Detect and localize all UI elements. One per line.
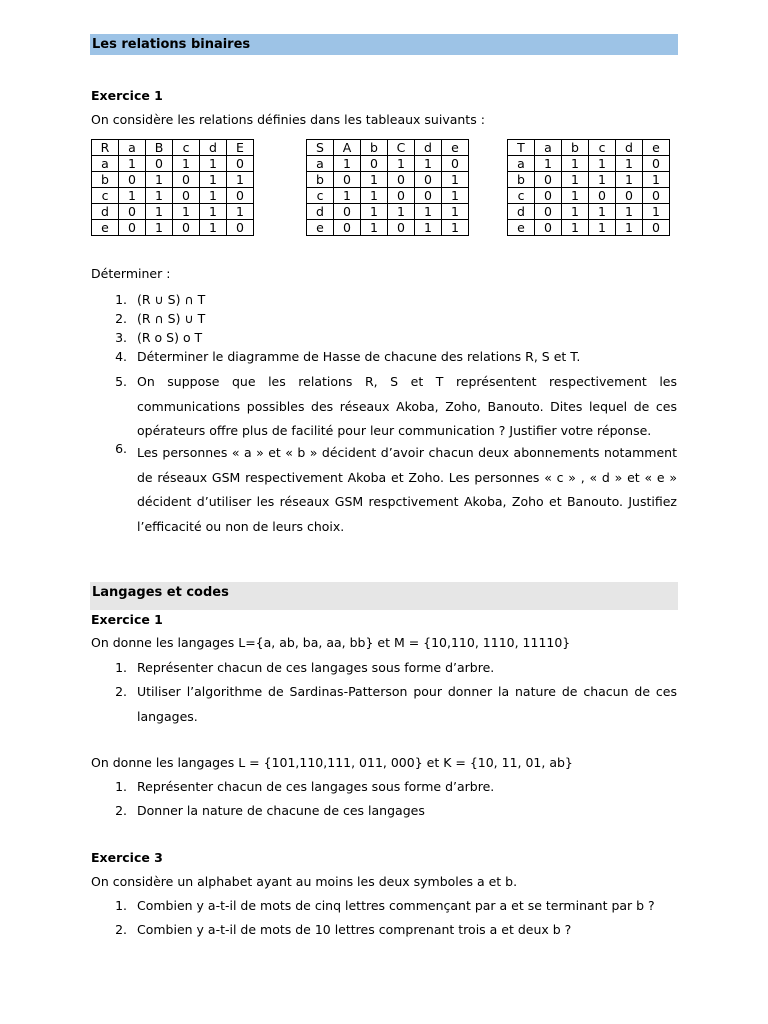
table-cell: 0 [146, 156, 173, 172]
table-cell: 0 [227, 188, 254, 204]
table-cell: 0 [334, 220, 361, 236]
table-cell: 1 [361, 172, 388, 188]
table-cell: 0 [589, 188, 616, 204]
table-cell: 1 [200, 156, 227, 172]
table-cell: 0 [643, 220, 670, 236]
table-cell: 0 [119, 172, 146, 188]
table-row [92, 156, 254, 172]
table-cell: 1 [415, 204, 442, 220]
table-cell: 1 [415, 156, 442, 172]
relation-table-t [507, 139, 670, 236]
table-cell: a [307, 156, 334, 172]
table-cell: 1 [589, 204, 616, 220]
table-cell: c [307, 188, 334, 204]
table-cell: 0 [119, 220, 146, 236]
table-cell: 1 [616, 220, 643, 236]
table-cell: 1 [562, 172, 589, 188]
table-cell: d [508, 204, 535, 220]
table-row [508, 204, 670, 220]
table-cell: 1 [562, 188, 589, 204]
table-row [508, 172, 670, 188]
table-cell: 0 [361, 156, 388, 172]
table-cell: c [508, 188, 535, 204]
table-header-cell: d [415, 140, 442, 156]
table-cell: 0 [173, 220, 200, 236]
table-header-cell: A [334, 140, 361, 156]
table-row [307, 156, 469, 172]
relation-table-r [91, 139, 254, 236]
table-cell: 1 [146, 220, 173, 236]
table-header-cell: c [173, 140, 200, 156]
table-cell: e [92, 220, 119, 236]
table-cell: 0 [173, 172, 200, 188]
exercise-1b-heading: Exercice 1 [91, 612, 163, 627]
table-row [307, 188, 469, 204]
table-cell: 0 [119, 204, 146, 220]
table-cell: 1 [616, 204, 643, 220]
table-header-cell: e [643, 140, 670, 156]
section-title-langages: Langages et codes [90, 582, 678, 610]
table-cell: 1 [200, 172, 227, 188]
table-cell: 0 [173, 188, 200, 204]
table-cell: 0 [334, 172, 361, 188]
table-cell: 1 [442, 188, 469, 204]
table-header-cell: d [200, 140, 227, 156]
table-header-cell: a [535, 140, 562, 156]
table-cell: 1 [562, 204, 589, 220]
table-cell: 1 [146, 172, 173, 188]
table-cell: 1 [119, 188, 146, 204]
table-header-cell: R [92, 140, 119, 156]
table-cell: 1 [562, 156, 589, 172]
table-cell: b [307, 172, 334, 188]
table-cell: d [307, 204, 334, 220]
table-cell: 1 [589, 220, 616, 236]
table-cell: 1 [146, 188, 173, 204]
table-cell: 1 [119, 156, 146, 172]
language-intro-2: On donne les langages L = {101,110,111, 011, 000} et K = {10, 11, 01, ab} [91, 755, 573, 770]
exercise-1-intro: On considère les relations définies dans les tableaux suivants : [91, 112, 485, 127]
table-row [307, 204, 469, 220]
table-cell: 0 [415, 188, 442, 204]
table-cell: 1 [173, 204, 200, 220]
table-header-cell: E [227, 140, 254, 156]
table-cell: 0 [535, 220, 562, 236]
table-cell: a [92, 156, 119, 172]
table-row [508, 188, 670, 204]
list-item-5-text: On suppose que les relations R, S et T représentent respectivement les communications possibles des réseaux Akoba, Zoho, Banouto. Dites lequel de ces opérateurs offre plus de facilité pour leur communication ? Justifier votre réponse. [137, 374, 677, 438]
table-header-row [307, 140, 469, 156]
table-cell: b [92, 172, 119, 188]
exercise-3-intro: On considère un alphabet ayant au moins les deux symboles a et b. [91, 874, 518, 889]
table-cell: 1 [643, 204, 670, 220]
table-cell: 1 [388, 156, 415, 172]
table-header-cell: a [119, 140, 146, 156]
table-header-cell: C [388, 140, 415, 156]
table-cell: c [92, 188, 119, 204]
table-cell: 0 [227, 220, 254, 236]
table-cell: 1 [415, 220, 442, 236]
section-title-relations: Les relations binaires [90, 34, 678, 55]
table-row [508, 220, 670, 236]
table-cell: 0 [616, 188, 643, 204]
table-cell: e [307, 220, 334, 236]
table-cell: 0 [388, 172, 415, 188]
table-cell: 1 [616, 172, 643, 188]
table-cell: a [508, 156, 535, 172]
table-header-row [508, 140, 670, 156]
table-cell: 1 [361, 220, 388, 236]
table-cell: 0 [415, 172, 442, 188]
table-cell: 0 [535, 188, 562, 204]
table-row [92, 204, 254, 220]
table-row [92, 188, 254, 204]
table-cell: 0 [442, 156, 469, 172]
table-cell: 0 [643, 188, 670, 204]
table-header-cell: c [589, 140, 616, 156]
table-header-cell: b [361, 140, 388, 156]
table-header-cell: d [616, 140, 643, 156]
table-cell: 1 [227, 204, 254, 220]
table-row [307, 172, 469, 188]
table-cell: b [508, 172, 535, 188]
relation-table-s [306, 139, 469, 236]
table-cell: 1 [388, 204, 415, 220]
table-cell: 1 [616, 156, 643, 172]
table-cell: 1 [442, 220, 469, 236]
table-cell: 1 [442, 204, 469, 220]
table-cell: 1 [361, 204, 388, 220]
table-row [92, 220, 254, 236]
table-header-cell: e [442, 140, 469, 156]
exercise-3-heading: Exercice 3 [91, 850, 163, 865]
list-item-6-text: Les personnes « a » et « b » décident d’avoir chacun deux abonnements notamment de réseaux GSM respectivement Akoba et Zoho. Les personnes « c » , « d » et « e » décident d’utiliser les réseaux GSM respctivement Akoba, Zoho et Banouto. Justifiez l’efficacité ou non de leurs choix. [137, 445, 677, 534]
table-cell: 1 [442, 172, 469, 188]
table-cell: 0 [535, 204, 562, 220]
table-cell: 0 [388, 188, 415, 204]
table-header-cell: S [307, 140, 334, 156]
table-cell: 1 [562, 220, 589, 236]
table-cell: 0 [535, 172, 562, 188]
table-cell: 1 [589, 156, 616, 172]
determine-label: Déterminer : [91, 266, 171, 281]
table-cell: 0 [334, 204, 361, 220]
document-page: Les relations binaires Exercice 1 On considère les relations définies dans les tableaux suivants : R a B c d E a 1 0 1 1 0 b 0 1 0 1 1 c 1 1 0 1 0 d 0 1 1 1 1 e 0 1 0 1 0 S A b C d e a 1 0 1 1 0 b 0 1 0 0 1 c 1 1 0 0 1 d 0 1 1 1 1 e 0 1 0 1 1 T a b c d e a 1 1 1 1 0 b 0 1 1 1 1 c 0 1 0 0 0 d 0 1 1 1 1 e 0 1 1 1 0 Déterminer : 1. (R ∪ S) ∩ T 2. (R ∩ S) ∪ T 3. (R o S) o T 4. Déterminer le diagramme de Hasse de chacune des relations R, S et T. 5. 6. On suppose que les relations R, S et T représentent respectivement les communications possibles des réseaux Akoba, Zoho, Banouto. Dites lequel de ces opérateurs offre plus de facilité pour leur communication ? Justifier votre réponse. Les personnes « a » et « b » décident d’avoir chacun deux abonnements notamment de réseaux GSM respectivement Akoba et Zoho. Les personnes « c » , « d » et « e » décident d’utiliser les réseaux GSM respctivement Akoba, Zoho et Banouto. Justifiez l’efficacité ou non de leurs choix. Langages et codes Exercice 1 On donne les langages L={a, ab, ba, aa, bb} et M = {10,110, 1110, 11110} 1. Représenter chacun de ces langages sous forme d’arbre. 2. Utiliser l’algorithme de Sardinas-Patterson pour donner la nature de chacun de ces langages. On donne les langages L = {101,110,111, 011, 000} et K = {10, 11, 01, ab} 1. Représenter chacun de ces langages sous forme d’arbre. 2. Donner la nature de chacune de ces langages Exercice 3 On considère un alphabet ayant au moins les deux symboles a et b. 1. Combien y a-t-il de mots de cinq lettres commençant par a et se terminant par b ? 2. Combien y a-t-il de mots de 10 lettres comprenant trois a et deux b ? [0, 0, 768, 1024]
table-cell: 1 [643, 172, 670, 188]
list-item-2-text: Utiliser l’algorithme de Sardinas-Patterson pour donner la nature de chacun de ces langages. [137, 684, 677, 724]
table-cell: 1 [146, 204, 173, 220]
table-cell: 1 [227, 172, 254, 188]
table-cell: 1 [173, 156, 200, 172]
table-row [508, 156, 670, 172]
table-cell: 1 [334, 156, 361, 172]
table-cell: 1 [200, 204, 227, 220]
table-header-row [92, 140, 254, 156]
table-header-cell: b [562, 140, 589, 156]
table-cell: 1 [589, 172, 616, 188]
table-cell: 1 [334, 188, 361, 204]
table-cell: 0 [643, 156, 670, 172]
table-cell: 1 [200, 220, 227, 236]
table-cell: e [508, 220, 535, 236]
table-cell: 0 [227, 156, 254, 172]
exercise-1b-intro: On donne les langages L={a, ab, ba, aa, bb} et M = {10,110, 1110, 11110} [91, 635, 571, 650]
table-row [307, 220, 469, 236]
exercise-1-heading: Exercice 1 [91, 88, 163, 103]
table-cell: 1 [361, 188, 388, 204]
table-row [92, 172, 254, 188]
table-header-cell: T [508, 140, 535, 156]
table-cell: d [92, 204, 119, 220]
table-cell: 0 [388, 220, 415, 236]
table-cell: 1 [200, 188, 227, 204]
table-header-cell: B [146, 140, 173, 156]
table-cell: 1 [535, 156, 562, 172]
